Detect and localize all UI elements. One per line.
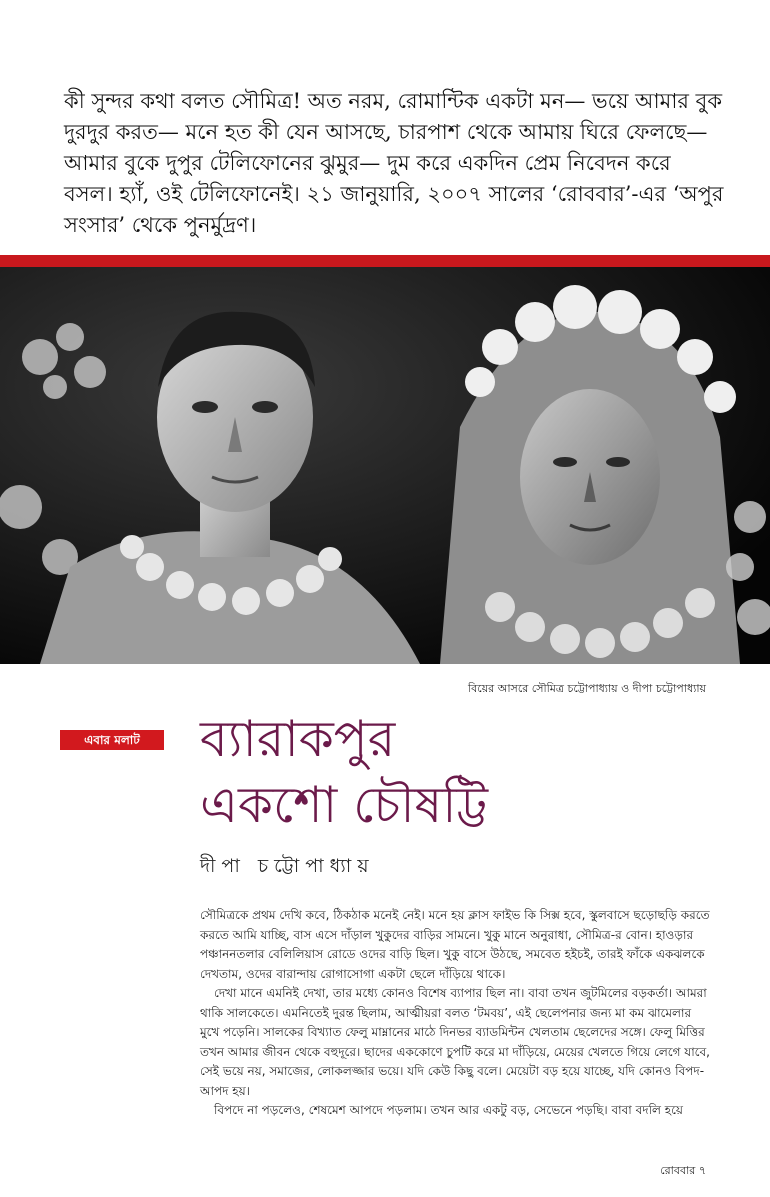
article-body <box>200 906 710 1121</box>
wedding-photo <box>0 267 770 664</box>
page-footer: রোববার ৭ <box>660 1164 706 1177</box>
section-tag: এবার মলাট <box>60 730 164 750</box>
headline-line-2: একশো চৌষট্টি <box>200 776 489 834</box>
red-divider <box>0 255 770 267</box>
photo-caption: বিয়ের আসরে সৌমিত্র চট্টোপাধ্যায় ও দীপা চট্টোপাধ্যায় <box>468 682 706 695</box>
article-headline <box>200 706 488 838</box>
body-paragraph: দেখা মানে এমনিই দেখা, তার মধ্যে কোনও বিশেষ ব্যাপার ছিল না। বাবা তখন জুটমিলের বড়কর্তা। আমরা থাকি সালকেতে। এমনিতেই দুরন্ত ছিলাম, আত্মীয়রা বলত ‘টমবয়’, এই ছেলেপনার জন্য মা কম ঝামেলার মুখে পড়েনি। সালকের বিখ্যাত ফেলু মাম্নানের মাঠে দিনভর ব্যাডমিন্টন খেলতাম ছেলেদের সঙ্গে। ফেলু মিত্তির তখন আমার জীবন থেকে বহুদূরে। ছাদের এককোণে চুপটি করে মা দাঁড়িয়ে, মেয়ের খেলতে গিয়ে লেগে যাবে, সেই ভয়ে নয়, সমাজের, লোকলজ্জার ভয়ে। যদি কেউ কিছু বলে। মেয়েটা বড় হয়ে যাচ্ছে, যদি কোনও বিপদ-আপদ হয়। <box>200 986 710 1098</box>
body-paragraph: সৌমিত্রকে প্রথম দেখি কবে, ঠিকঠাক মনেই নেই। মনে হয় ক্লাস ফাইভ কি সিক্স হবে, স্কুলবাসে ছড়োছড়ি করতে করতে আমি যাচ্ছি, বাস এসে দাঁড়াল খুকুদের বাড়ির সামনে। খুকু মানে অনুরাধা, সৌমিত্র-র বোন। হাওড়ার পঞ্চাননতলার বেলিলিয়াস রোডে ওদের বাড়ি ছিল। খুকু বাসে উঠছে, সমবেত হইচই, তারই ফাঁকে একঝলকে দেখতাম, ওদের বারান্দায় রোগাসোগা একটা ছেলে দাঁড়িয়ে থাকে। <box>200 908 710 981</box>
intro-text: কী সুন্দর কথা বলত সৌমিত্র! অত নরম, রোমান্টিক একটা মন— ভয়ে আমার বুক দুরদুর করত— মনে হত কী যেন আসছে, চারপাশ থেকে আমায় ঘিরে ফেলছে— আমার বুকে দুপুর টেলিফোনের ঝুমুর— দুম করে একদিন প্রেম নিবেদন করে বসল। হ্যাঁ, ওই টেলিফোনেই। ২১ জানুয়ারি, ২০০৭ সালের ‘রোববার’-এর ‘অপুর সংসার’ থেকে পুনর্মুদ্রণ। <box>64 89 724 237</box>
author-byline: দীপা চট্টোপাধ্যায় <box>200 855 375 877</box>
body-paragraph: বিপদে না পড়লেও, শেষমেশ আপদে পড়লাম। তখন আর একটু বড়, সেভেনে পড়ছি। বাবা বদলি হয়ে <box>214 1103 683 1117</box>
wedding-photo-illustration <box>0 267 770 664</box>
headline-line-1: ব্যারাকপুর <box>200 710 396 768</box>
intro-quote <box>64 86 724 241</box>
